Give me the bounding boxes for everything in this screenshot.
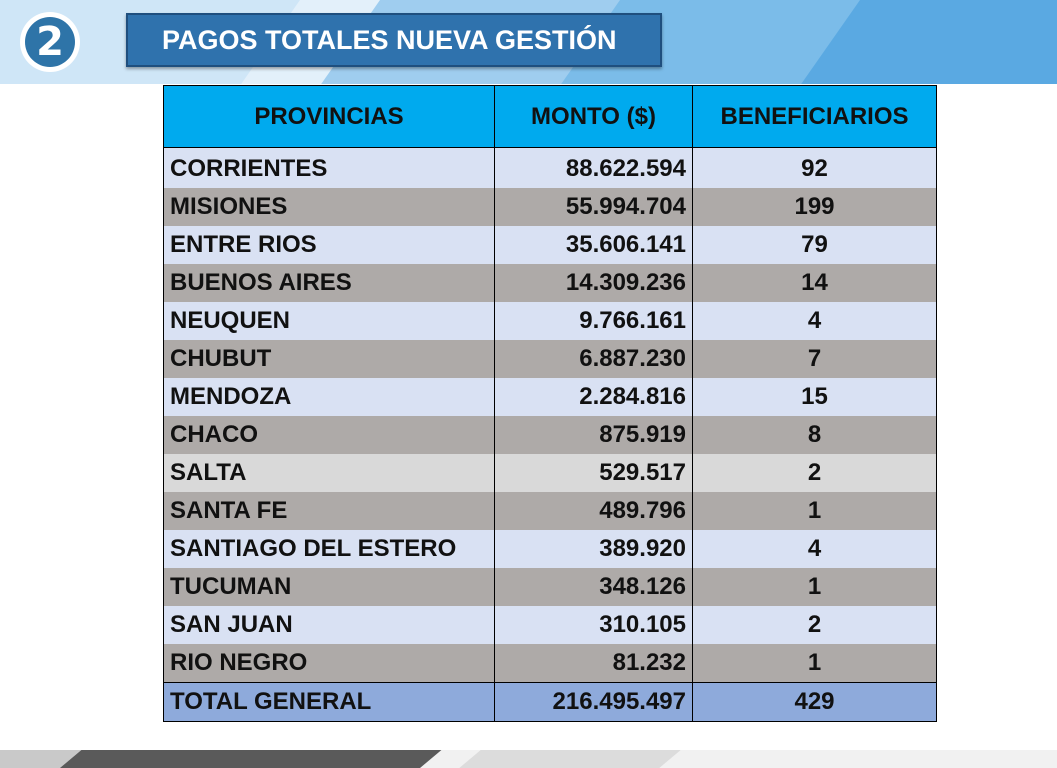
- cell-provincia: MENDOZA: [164, 378, 495, 416]
- table-row: [164, 188, 937, 226]
- column-header-beneficiarios: BENEFICIARIOS: [693, 86, 937, 148]
- cell-provincia: CHUBUT: [164, 340, 495, 378]
- cell-monto: 55.994.704: [495, 188, 693, 226]
- cell-provincia: SANTA FE: [164, 492, 495, 530]
- cell-beneficiarios: 199: [693, 188, 937, 226]
- column-header-monto: MONTO ($): [495, 86, 693, 148]
- cell-provincia: BUENOS AIRES: [164, 264, 495, 302]
- cell-beneficiarios: 1: [693, 492, 937, 530]
- cell-provincia: CHACO: [164, 416, 495, 454]
- cell-monto: 489.796: [495, 492, 693, 530]
- table-header-row: [164, 86, 937, 148]
- cell-beneficiarios: 2: [693, 606, 937, 644]
- cell-provincia: TUCUMAN: [164, 568, 495, 606]
- table-row: [164, 148, 937, 189]
- cell-beneficiarios: 92: [693, 148, 937, 189]
- cell-beneficiarios: 4: [693, 302, 937, 340]
- cell-monto: 529.517: [495, 454, 693, 492]
- cell-monto: 389.920: [495, 530, 693, 568]
- cell-monto: 9.766.161: [495, 302, 693, 340]
- cell-provincia: SALTA: [164, 454, 495, 492]
- table-row: [164, 530, 937, 568]
- table-row: [164, 568, 937, 606]
- slide-number: 2: [25, 17, 75, 67]
- cell-provincia: CORRIENTES: [164, 148, 495, 189]
- cell-monto: 2.284.816: [495, 378, 693, 416]
- cell-monto: 35.606.141: [495, 226, 693, 264]
- cell-provincia: ENTRE RIOS: [164, 226, 495, 264]
- table-row: [164, 302, 937, 340]
- column-header-provincias: PROVINCIAS: [164, 86, 495, 148]
- cell-monto: 6.887.230: [495, 340, 693, 378]
- total-monto: 216.495.497: [495, 683, 693, 722]
- cell-provincia: RIO NEGRO: [164, 644, 495, 683]
- cell-beneficiarios: 1: [693, 644, 937, 683]
- cell-monto: 310.105: [495, 606, 693, 644]
- cell-beneficiarios: 79: [693, 226, 937, 264]
- table-row: [164, 416, 937, 454]
- table-row: [164, 454, 937, 492]
- cell-beneficiarios: 2: [693, 454, 937, 492]
- cell-provincia: NEUQUEN: [164, 302, 495, 340]
- cell-provincia: SANTIAGO DEL ESTERO: [164, 530, 495, 568]
- table-row: [164, 378, 937, 416]
- cell-beneficiarios: 4: [693, 530, 937, 568]
- cell-beneficiarios: 15: [693, 378, 937, 416]
- table-row: [164, 264, 937, 302]
- cell-beneficiarios: 7: [693, 340, 937, 378]
- table-row: [164, 340, 937, 378]
- total-beneficiarios: 429: [693, 683, 937, 722]
- bottom-decorative-band: [0, 750, 1057, 768]
- cell-monto: 88.622.594: [495, 148, 693, 189]
- total-row: [164, 683, 937, 722]
- slide-title-box: [126, 13, 662, 67]
- table-row: [164, 606, 937, 644]
- cell-monto: 348.126: [495, 568, 693, 606]
- total-label: TOTAL GENERAL: [164, 683, 495, 722]
- table-row: [164, 226, 937, 264]
- cell-provincia: MISIONES: [164, 188, 495, 226]
- table-row: [164, 492, 937, 530]
- slide-number-badge: [20, 12, 80, 72]
- cell-monto: 875.919: [495, 416, 693, 454]
- payments-table: [163, 85, 937, 722]
- cell-monto: 81.232: [495, 644, 693, 683]
- cell-provincia: SAN JUAN: [164, 606, 495, 644]
- cell-beneficiarios: 1: [693, 568, 937, 606]
- cell-monto: 14.309.236: [495, 264, 693, 302]
- cell-beneficiarios: 8: [693, 416, 937, 454]
- cell-beneficiarios: 14: [693, 264, 937, 302]
- slide-title: PAGOS TOTALES NUEVA GESTIÓN: [162, 24, 617, 55]
- table-row: [164, 644, 937, 683]
